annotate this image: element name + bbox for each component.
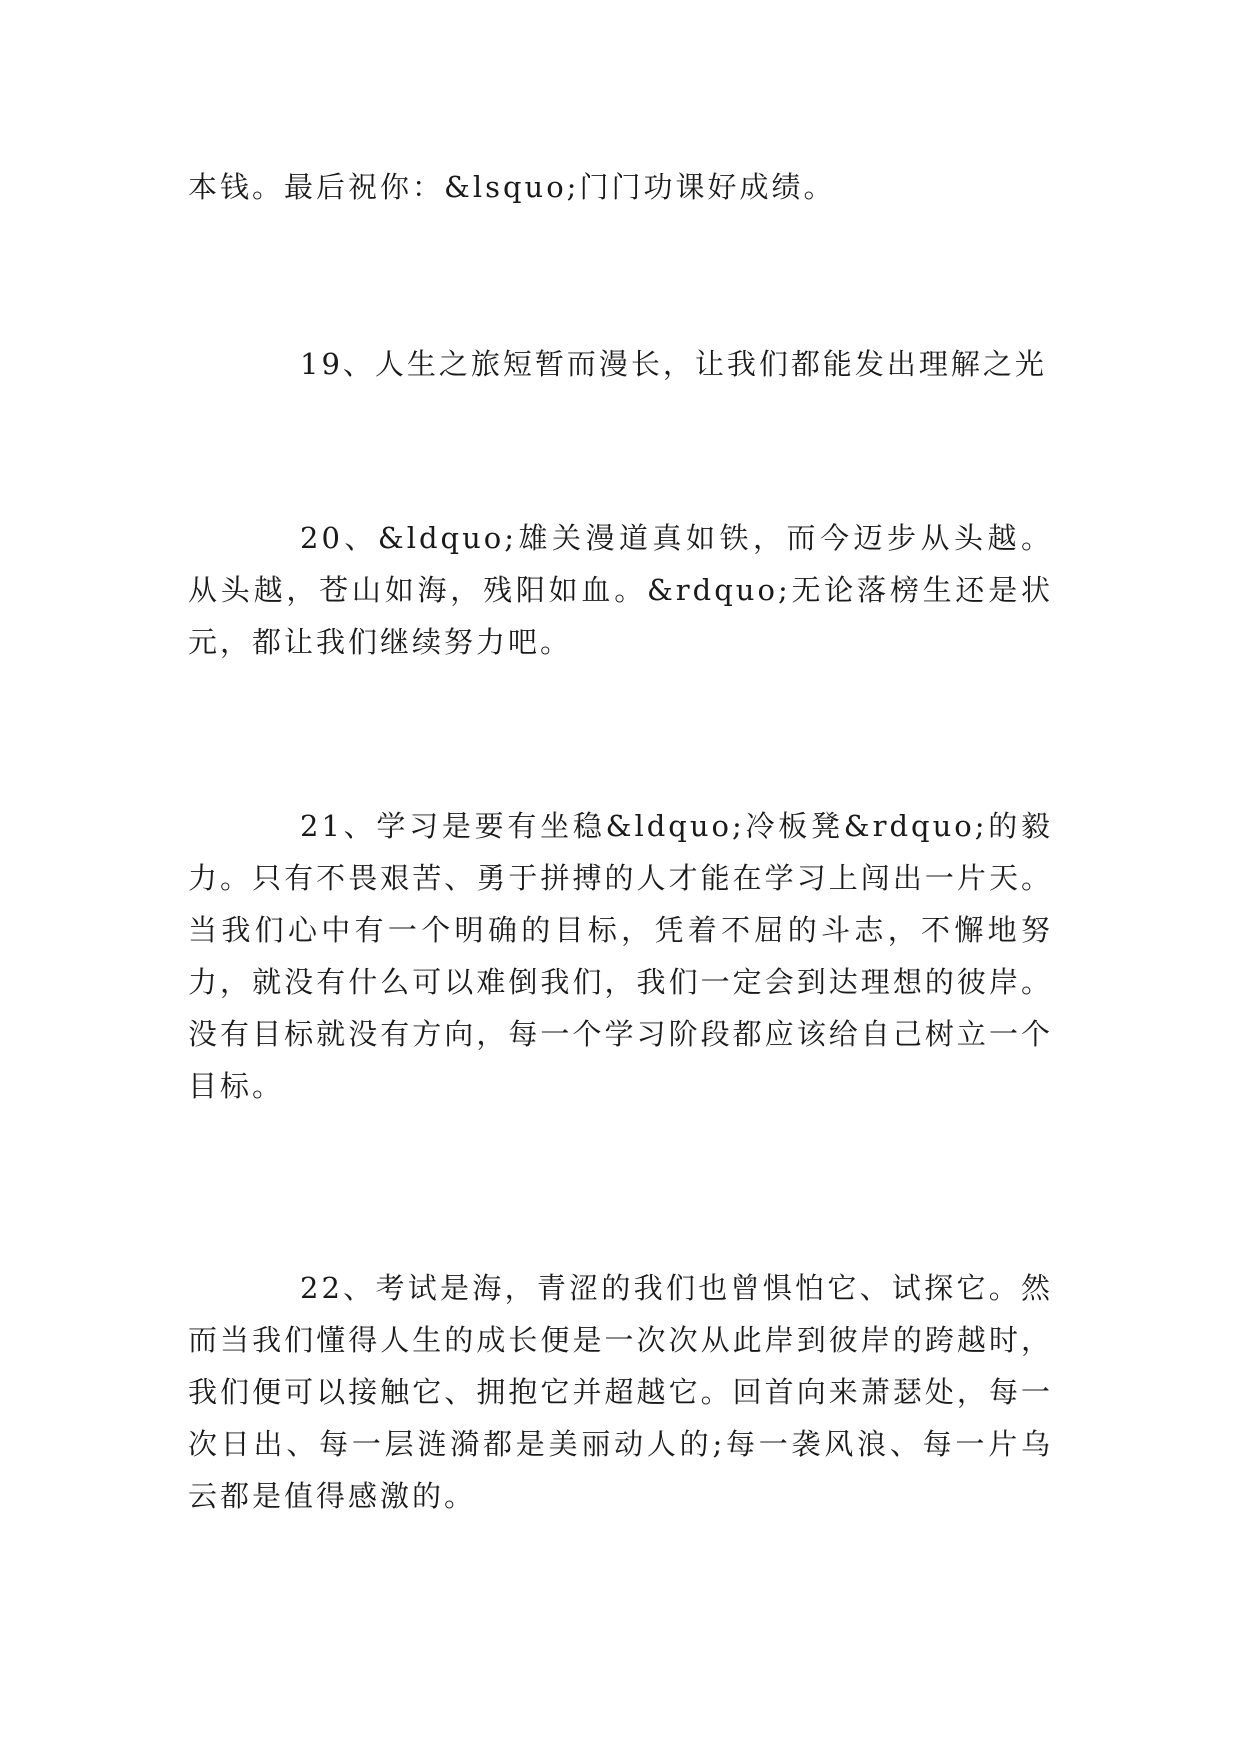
paragraph-20: 20、&ldquo;雄关漫道真如铁，而今迈步从头越。从头越，苍山如海，残阳如血。&rdquo;无论落榜生还是状元，都让我们继续努力吧。 — [188, 521, 1053, 659]
paragraph-19: 19、人生之旅短暂而漫长，让我们都能发出理解之光 — [300, 347, 1047, 381]
paragraph-continuation: 本钱。最后祝你：&lsquo;门门功课好成绩。 — [188, 170, 836, 204]
paragraph-22: 22、考试是海，青涩的我们也曾惧怕它、试探它。然而当我们懂得人生的成长便是一次次从此岸到彼岸的跨越时，我们便可以接触它、拥抱它并超越它。回首向来萧瑟处，每一次日出、每一层涟漪都是美丽动人的;每一袭风浪、每一片乌云都是值得感激的。 — [188, 1271, 1053, 1513]
paragraph-21: 21、学习是要有坐稳&ldquo;冷板凳&rdquo;的毅力。只有不畏艰苦、勇于拼搏的人才能在学习上闯出一片天。当我们心中有一个明确的目标，凭着不屈的斗志，不懈地努力，就没有什么可以难倒我们，我们一定会到达理想的彼岸。没有目标就没有方向，每一个学习阶段都应该给自己树立一个目标。 — [188, 809, 1053, 1103]
